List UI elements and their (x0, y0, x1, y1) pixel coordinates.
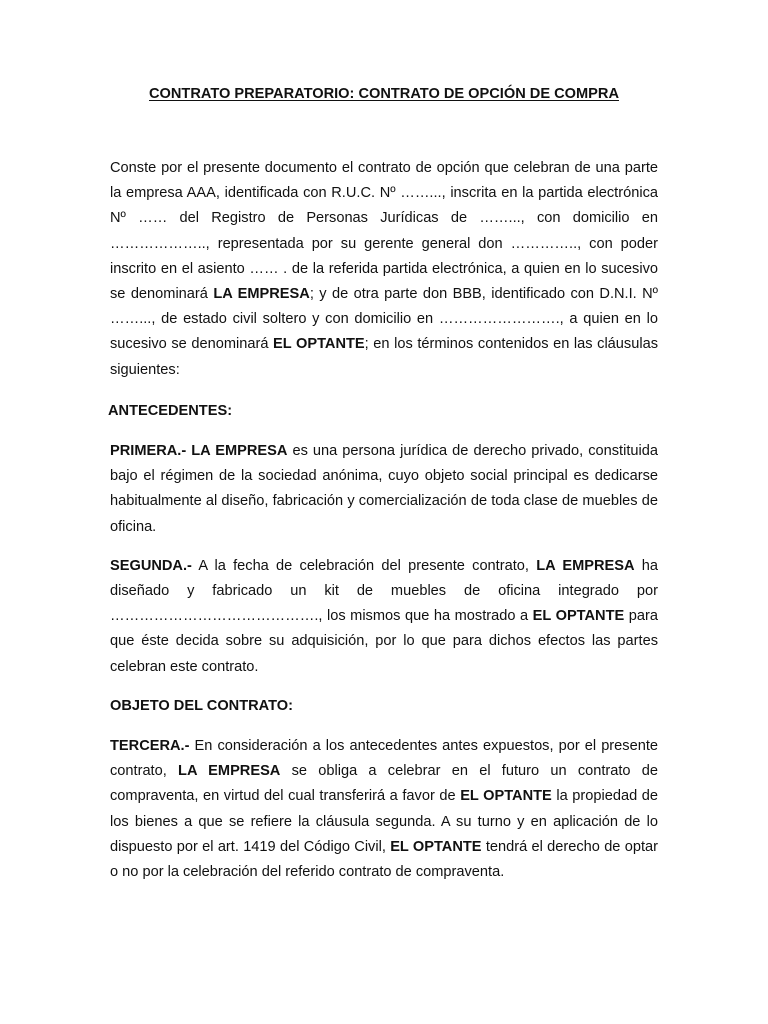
clause-segunda-party-1: LA EMPRESA (536, 557, 635, 574)
intro-paragraph (110, 156, 658, 383)
document-body (110, 156, 658, 899)
intro-text-1: Conste por el presente documento el contrato de opción que celebran de una parte la empresa AAA, identificada con R.U.C. Nº ……..., inscrita en la partida electrónica Nº …… del Registro de Personas Jurídicas de ……..., con domicilio en ……………….., representada por su gerente general don ………….., con poder inscrito en el asiento …… . de la referida partida electrónica, a quien en lo sucesivo se denominará (110, 160, 658, 303)
clause-segunda (110, 554, 658, 680)
intro-party-1: LA EMPRESA (213, 286, 310, 303)
clause-segunda-party-2: EL OPTANTE (532, 608, 625, 625)
clause-tercera-label: TERCERA.- (110, 738, 190, 755)
intro-text-3: ; en los términos contenidos en las cláusulas siguientes: (110, 336, 658, 378)
clause-segunda-text-2: ha diseñado y fabricado un kit de muebles de oficina integrado por ……………………………………., los mismos que ha mostrado a (110, 557, 658, 625)
intro-party-2: EL OPTANTE (273, 336, 365, 353)
document-title: CONTRATO PREPARATORIO: CONTRATO DE OPCIÓN DE COMPRA (149, 86, 619, 102)
clause-segunda-label: SEGUNDA.- (110, 557, 192, 574)
clause-tercera-text-1: En consideración a los antecedentes antes expuestos, por el presente contrato, (110, 738, 658, 780)
clause-primera-text: es una persona jurídica de derecho privado, constituida bajo el régimen de la sociedad anónima, cuyo objeto social principal es dedicarse habitualmente al diseño, fabricación y comercialización de toda clase de muebles de oficina. (110, 443, 658, 535)
clause-primera-party: LA EMPRESA (191, 443, 288, 460)
clause-tercera-party-2: EL OPTANTE (460, 788, 552, 805)
clause-tercera-text-2: se obliga a celebrar en el futuro un contrato de compraventa, en virtud del cual transferirá a favor de (110, 763, 659, 805)
clause-segunda-text-3: para que éste decida sobre su adquisición, por lo que para dichos efectos las partes celebran este contrato. (110, 608, 658, 675)
clause-primera (110, 439, 658, 540)
clause-primera-label: PRIMERA.- (110, 443, 187, 460)
clause-tercera (110, 734, 658, 885)
clause-tercera-party-1: LA EMPRESA (178, 763, 281, 780)
clause-tercera-text-3: la propiedad de los bienes a que se refiere la cláusula segunda. A su turno y en aplicación de lo dispuesto por el art. 1419 del Código Civil, (110, 788, 659, 855)
section-heading-objeto: OBJETO DEL CONTRATO: (110, 697, 293, 714)
clause-tercera-party-3: EL OPTANTE (390, 838, 482, 855)
section-heading-antecedentes: ANTECEDENTES: (108, 402, 233, 419)
clause-segunda-text-1: A la fecha de celebración del presente contrato, (191, 557, 537, 574)
intro-text-2: ; y de otra parte don BBB, identificado con D.N.I. Nº ……..., de estado civil soltero y con domicilio en ……………………., a quien en lo sucesivo se denominará (110, 286, 658, 353)
clause-tercera-text-4: tendrá el derecho de optar o no por la celebración del referido contrato de compraventa. (110, 838, 658, 881)
